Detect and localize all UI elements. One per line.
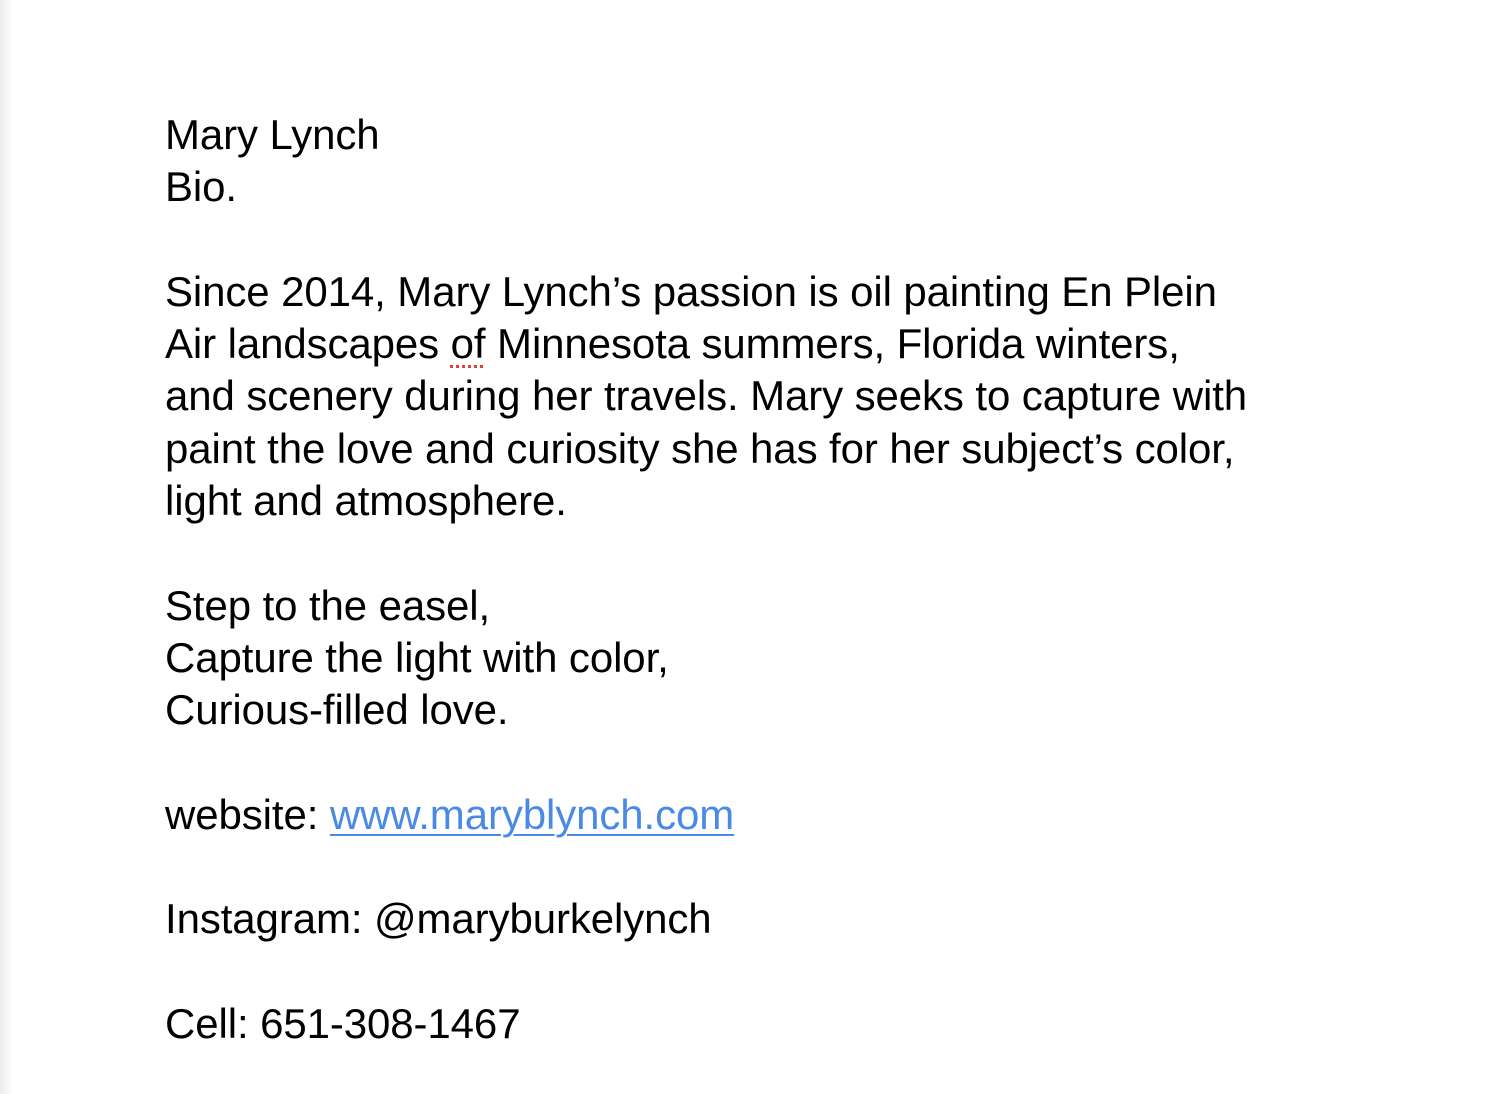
blank-line: [165, 737, 1365, 789]
bio-paragraph: [165, 266, 1365, 527]
instagram-line: Instagram: @maryburkelynch: [165, 895, 712, 943]
document-body[interactable]: [165, 109, 1365, 1050]
haiku: [165, 580, 1365, 737]
blank-line: [165, 527, 1365, 579]
bio-heading: Bio.: [165, 163, 237, 211]
author-name: Mary Lynch: [165, 111, 380, 158]
blank-line: [165, 214, 1365, 266]
website-link[interactable]: www.maryblynch.com: [329, 790, 735, 838]
bio-line-2: [165, 318, 1365, 370]
spellcheck-flagged-word[interactable]: of: [450, 320, 486, 368]
website-label: website:: [165, 790, 330, 838]
bio-line-3: and scenery during her travels. Mary seeks to capture with: [165, 372, 1248, 420]
page-gutter: [0, 0, 12, 1094]
bio-line-2-end: Minnesota summers, Florida winters,: [485, 320, 1180, 368]
bio-line-1: Since 2014, Mary Lynch’s passion is oil painting En Plein: [165, 267, 1217, 315]
blank-line: [165, 946, 1365, 998]
blank-line: [165, 841, 1365, 893]
website-line: [165, 789, 1365, 841]
bio-line-4: paint the love and curiosity she has for her subject’s color,: [165, 424, 1235, 472]
bio-line-5: light and atmosphere.: [165, 477, 567, 525]
haiku-line-1: Step to the easel,: [165, 581, 491, 629]
bio-line-2-start: Air landscapes: [165, 320, 451, 368]
haiku-line-2: Capture the light with color,: [165, 633, 669, 681]
cell-line: Cell: 651-308-1467: [165, 1000, 521, 1048]
haiku-line-3: Curious-filled love.: [165, 686, 509, 734]
